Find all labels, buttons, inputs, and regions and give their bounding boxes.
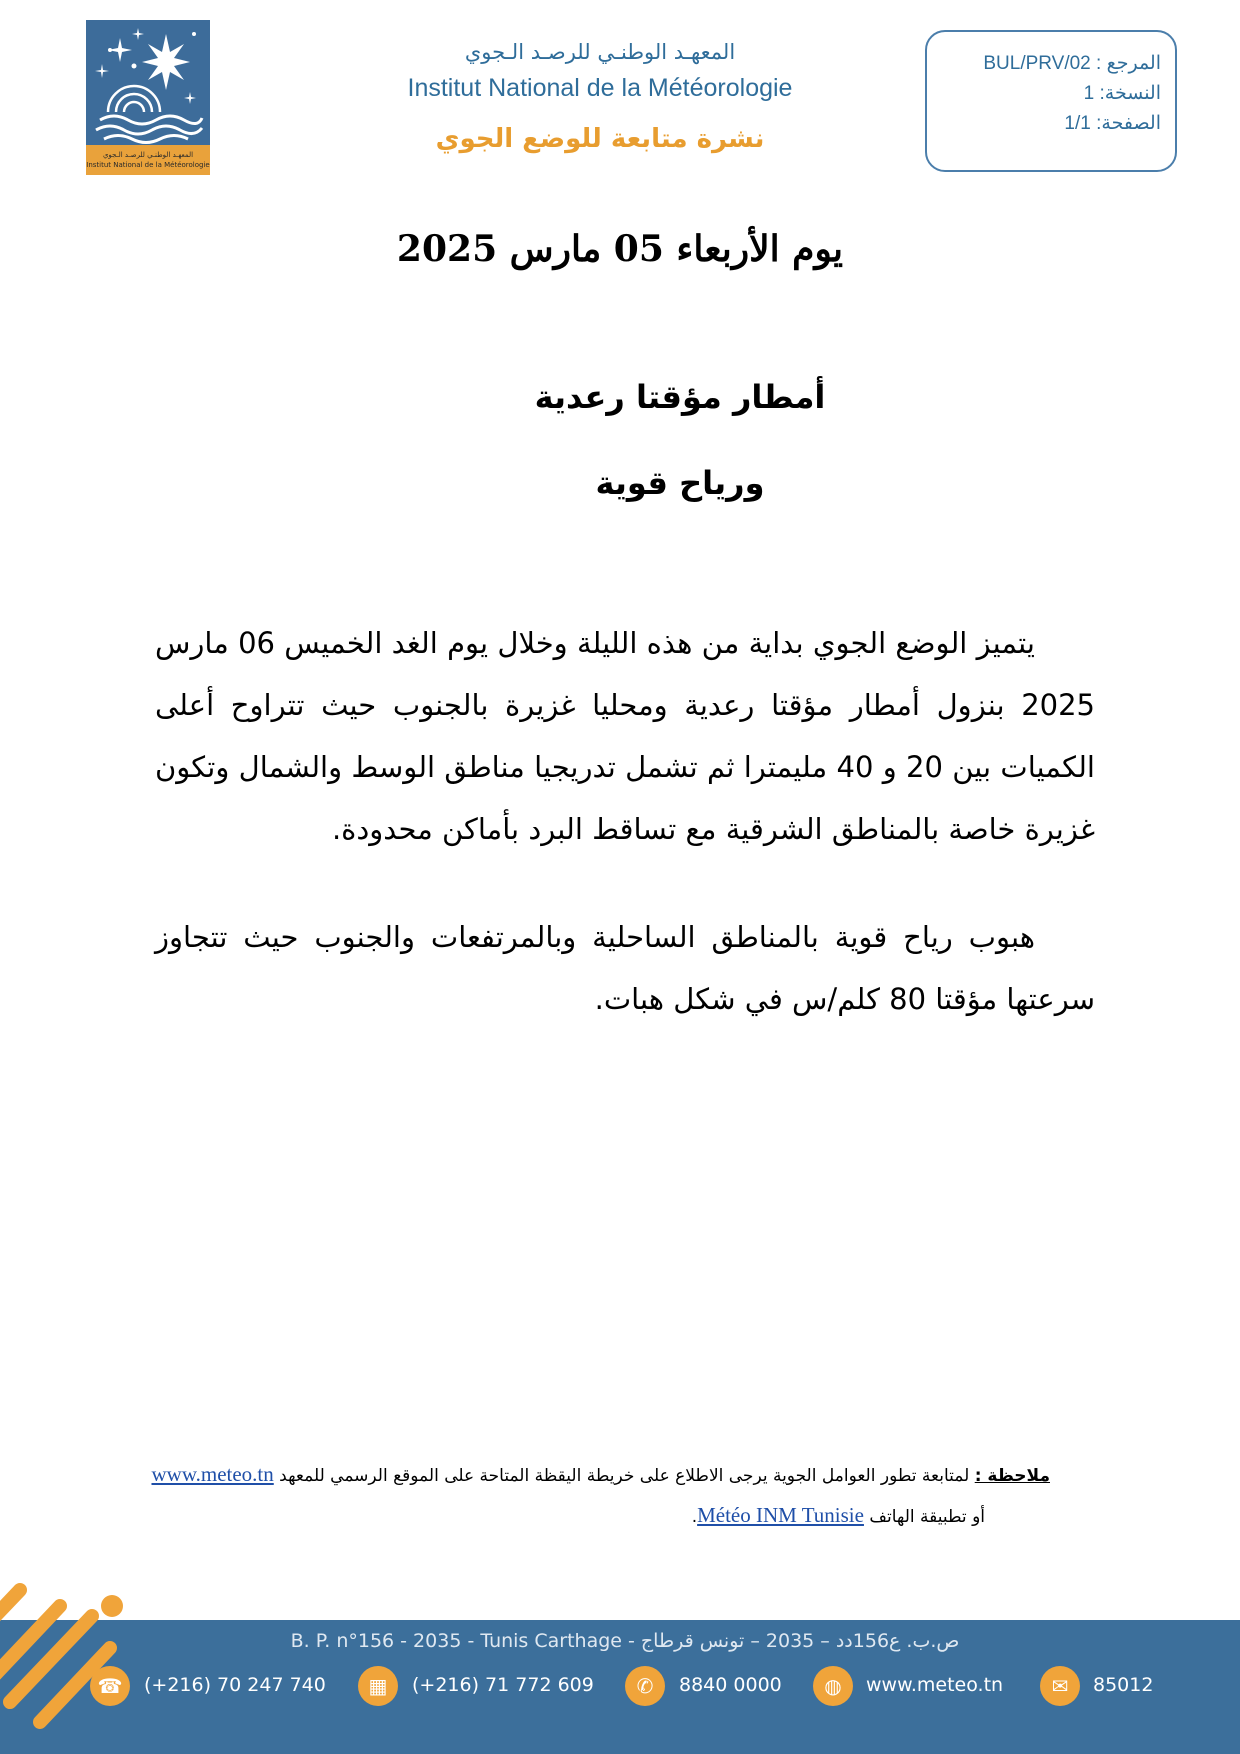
note-end-dot: . [691, 1507, 698, 1527]
sms-icon: ✉ [1040, 1666, 1080, 1706]
page-line [1064, 112, 1161, 135]
headline-line-1: أمطار مؤقتا رعدية [534, 378, 826, 416]
bulletin-type-title: نشرة متابعة للوضع الجوي [435, 124, 765, 154]
logo-emblem-icon [86, 20, 210, 145]
forecast-paragraph-wind: هبوب رياح قوية بالمناطق الساحلية وبالمرتفعات والجنوب حيث تتجاوز سرعتها مؤقتا 80 كلم/س في شكل هبات. [155, 920, 1095, 1016]
bulletin-date: يوم الأربعاء 05 مارس 2025 [396, 228, 844, 270]
note-app-line [130, 1503, 985, 1528]
headline-line-2: ورياح قوية [595, 464, 765, 502]
website-link[interactable]: www.meteo.tn [151, 1462, 274, 1486]
globe-icon: ◍ [813, 1666, 853, 1706]
version-line [1084, 82, 1161, 105]
hotline-icon: ✆ [625, 1666, 665, 1706]
footer-sms: 85012 [1093, 1674, 1154, 1696]
mobile-app-link[interactable]: Météo INM Tunisie [697, 1503, 864, 1527]
reference-line [983, 52, 1161, 75]
note-text: لمتابعة تطور العوامل الجوية يرجى الاطلاع على خريطة اليقظة المتاحة على الموقع الرسمي للمعهد [279, 1466, 970, 1486]
footer-phone: (+216) 70 247 740 [144, 1674, 326, 1696]
fax-icon: ▦ [358, 1666, 398, 1706]
version-label: النسخة: [1099, 83, 1161, 104]
page-label: الصفحة: [1096, 113, 1161, 134]
version-value: 1 [1083, 83, 1095, 104]
page-value: 1/1 [1064, 113, 1091, 134]
reference-box [925, 30, 1177, 172]
footer-fax: (+216) 71 772 609 [412, 1674, 594, 1696]
institute-name-french: Institut National de la Météorologie [407, 74, 793, 102]
reference-value: BUL/PRV/02 [983, 53, 1091, 74]
footer-website: www.meteo.tn [866, 1674, 1004, 1696]
note-label: ملاحظة : [974, 1466, 1050, 1486]
institute-name-arabic: المعهـد الوطنـي للرصـد الـجوي [464, 40, 736, 64]
footer-address: B. P. n°156 - 2035 - Tunis Carthage - ص.ب. ع156دد – 2035 – تونس قرطاج [290, 1630, 960, 1652]
note-line [130, 1462, 1050, 1487]
footer-stripes-decoration [0, 1572, 140, 1754]
phone-icon: ☎ [90, 1666, 130, 1706]
reference-label: المرجع : [1096, 53, 1161, 74]
institute-logo [86, 20, 210, 175]
logo-arabic-text: المعهـد الوطنـي للرصـد الـجوي [102, 151, 194, 159]
note-or-text: أو تطبيقة الهاتف [869, 1507, 985, 1527]
forecast-paragraph-rain: يتميز الوضع الجوي بداية من هذه الليلة وخلال يوم الغد الخميس 06 مارس 2025 بنزول أمطار مؤقتا رعدية ومحليا غزيرة بالجنوب حيث تتراوح أعلى الكميات بين 20 و 40 مليمترا ثم تشمل تدريجيا مناطق الوسط والشمال وتكون غزيرة خاصة بالمناطق الشرقية مع تساقط البرد بأماكن محدودة. [155, 626, 1095, 846]
logo-name-band [86, 145, 210, 175]
logo-french-text: Institut National de la Météorologie [86, 161, 210, 169]
footer-hotline: 8840 0000 [679, 1674, 782, 1696]
